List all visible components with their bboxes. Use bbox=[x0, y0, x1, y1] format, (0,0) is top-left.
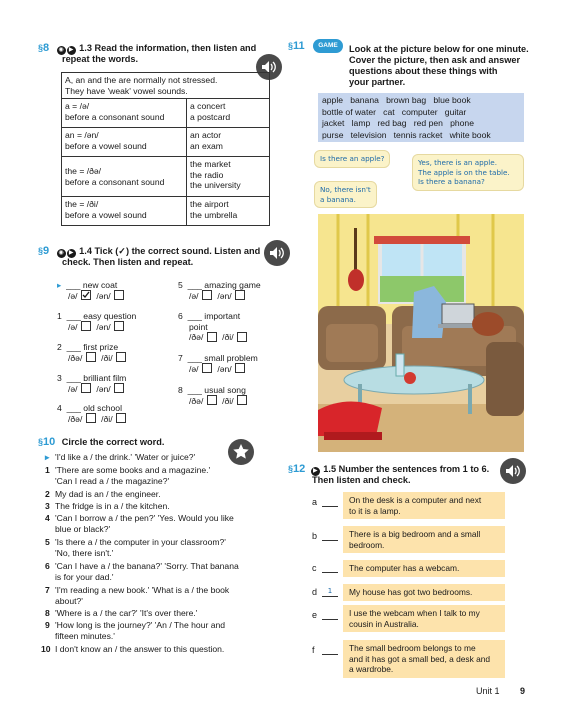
checkbox[interactable] bbox=[237, 395, 247, 405]
speech-bubble: Yes, there is an apple. The apple is on the table. Is there a banana? bbox=[412, 154, 524, 191]
sentence-box: I use the webcam when I talk to my cousin in Australia. bbox=[343, 605, 505, 632]
ex9-item: 7 ___ small problem /ə/ /ən/ bbox=[178, 353, 258, 374]
list-item: 2 My dad is an / the engineer. bbox=[45, 489, 161, 499]
ex8-instruction-1: Read the information, then listen and bbox=[94, 43, 257, 53]
word-row: jacket lamp red bag red pen phone bbox=[322, 118, 474, 128]
list-item: about?' bbox=[55, 596, 83, 606]
word-row: purse television tennis racket white book bbox=[322, 129, 491, 140]
checkbox[interactable] bbox=[207, 395, 217, 405]
speaker-button[interactable] bbox=[264, 240, 290, 266]
ex10-instruction: Circle the correct word. bbox=[61, 437, 165, 447]
check-icon bbox=[82, 291, 90, 299]
checkbox[interactable] bbox=[116, 352, 126, 362]
list-item: 5 'Is there a / the computer in your classroom?' bbox=[45, 537, 226, 547]
ex9-instruction-2: check. Then listen and repeat. bbox=[62, 257, 194, 267]
list-item: 6 'Can I have a / the banana?' 'Sorry. That banana bbox=[45, 561, 239, 571]
checkbox[interactable] bbox=[81, 290, 91, 300]
item-letter: d bbox=[312, 587, 318, 597]
item-letter: b bbox=[312, 531, 318, 541]
ex9-item: 6 ___ important point /ðə/ /ði/ bbox=[178, 311, 247, 343]
ex10-header: §10 Circle the correct word. bbox=[38, 436, 165, 448]
checkbox[interactable] bbox=[81, 321, 91, 331]
answer-blank[interactable] bbox=[322, 497, 338, 507]
ex9-item: 2 ___ first prize /ðə/ /ði/ bbox=[57, 342, 126, 363]
list-item: 7 'I'm reading a new book.' 'What is a / the book bbox=[45, 585, 230, 595]
checkbox[interactable] bbox=[235, 363, 245, 373]
ex9-item: 8 ___ usual song /ðə/ /ði/ bbox=[178, 385, 246, 406]
checkbox[interactable] bbox=[116, 413, 126, 423]
table-note: A, an and the are normally not stressed. They have 'weak' vowel sounds. bbox=[62, 73, 270, 99]
game-badge: GAME bbox=[313, 39, 343, 53]
list-item: is for your dad.' bbox=[55, 572, 114, 582]
living-room-illustration bbox=[318, 214, 524, 452]
speech-bubble: Is there an apple? bbox=[314, 150, 390, 168]
sentence-box: The computer has a webcam. bbox=[343, 560, 505, 577]
ex12-header: §12 ▶ 1.5 Number the sentences from 1 to 6. bbox=[288, 463, 490, 475]
unit-label: Unit 1 bbox=[476, 686, 500, 696]
checkbox[interactable] bbox=[202, 363, 212, 373]
list-item: 'No, there isn't.' bbox=[55, 548, 114, 558]
answer-blank[interactable] bbox=[322, 610, 338, 620]
ex11-number: §11 bbox=[288, 40, 305, 52]
word-box bbox=[318, 93, 524, 142]
ex8-number: §8 bbox=[38, 42, 50, 54]
word-row: apple banana brown bag blue book bbox=[322, 95, 471, 105]
list-item: fifteen minutes.' bbox=[55, 631, 115, 641]
ex8-instruction-2: repeat the words. bbox=[62, 54, 139, 64]
checkbox[interactable] bbox=[81, 383, 91, 393]
item-letter: f bbox=[312, 645, 315, 655]
speech-bubble: No, there isn't a banana. bbox=[314, 181, 377, 208]
checkbox[interactable] bbox=[207, 332, 217, 342]
ex9-item: 3 ___ brilliant film /ə/ /ən/ bbox=[57, 373, 127, 394]
table-row: the = /ðə/ before a consonant sound the market the radio the university bbox=[62, 157, 270, 197]
audio-track-icon: ▶ bbox=[311, 464, 321, 476]
audio-track-icon: ◉ ▶ bbox=[57, 43, 77, 55]
answer-blank[interactable] bbox=[322, 645, 338, 655]
list-item: blue or black?' bbox=[55, 524, 111, 534]
ex8-track: 1.3 bbox=[79, 43, 92, 53]
ex9-instruction-1: Tick (✓) the correct sound. Listen and bbox=[94, 246, 261, 256]
ex12-instruction-1: Number the sentences from 1 to 6. bbox=[338, 464, 490, 474]
page-number: 9 bbox=[520, 686, 526, 696]
table-row: the = /ði/ before a vowel sound the airport the umbrella bbox=[62, 197, 270, 226]
sentence-box: The small bedroom belongs to me and it has got a small bed, a desk and a wardrobe. bbox=[343, 640, 505, 678]
list-item: 3 The fridge is in a / the kitchen. bbox=[45, 501, 170, 511]
answer-blank[interactable] bbox=[322, 563, 338, 573]
table-row: a = /ə/ before a consonant sound a concert a postcard bbox=[62, 99, 270, 128]
sentence-box: There is a big bedroom and a small bedroom. bbox=[343, 526, 505, 553]
list-item: 8 'Where is a / the car?' 'It's over there.' bbox=[45, 608, 198, 618]
speaker-button[interactable] bbox=[500, 458, 526, 484]
checkbox[interactable] bbox=[114, 290, 124, 300]
ex9-item: ▸ ___ new coat /ə/ /ən/ bbox=[57, 280, 124, 301]
checkbox[interactable] bbox=[235, 290, 245, 300]
checkbox[interactable] bbox=[86, 413, 96, 423]
audio-track-icon: ◉ ▶ bbox=[57, 246, 77, 258]
item-letter: c bbox=[312, 563, 317, 573]
ex8-header bbox=[38, 42, 256, 55]
item-letter: e bbox=[312, 610, 318, 620]
answer-blank[interactable]: 1 bbox=[322, 587, 338, 597]
list-item: 4 'Can I borrow a / the pen?' 'Yes. Would you like bbox=[45, 513, 234, 523]
checkbox[interactable] bbox=[86, 352, 96, 362]
checkbox[interactable] bbox=[114, 383, 124, 393]
list-item: 10 I don't know an / the answer to this question. bbox=[41, 644, 225, 654]
ex9-item: 4 ___ old school /ðə/ /ði/ bbox=[57, 403, 126, 424]
ex12-instruction-2: Then listen and check. bbox=[312, 475, 411, 485]
sentence-box: On the desk is a computer and next to it is a lamp. bbox=[343, 492, 505, 519]
checkbox[interactable] bbox=[237, 332, 247, 342]
weak-vowels-table bbox=[61, 72, 270, 226]
table-row: an = /ən/ before a vowel sound an actor an exam bbox=[62, 128, 270, 157]
ex9-item: 1 ___ easy question /ə/ /ən/ bbox=[57, 311, 137, 332]
checkbox[interactable] bbox=[202, 290, 212, 300]
answer-blank[interactable] bbox=[322, 531, 338, 541]
speaker-icon bbox=[505, 464, 521, 478]
ex9-item: 5 ___ amazing game /ə/ /ən/ bbox=[178, 280, 261, 301]
ex9-header: §9 ◉ ▶ 1.4 Tick (✓) the correct sound. Listen and bbox=[38, 245, 261, 257]
item-letter: a bbox=[312, 497, 318, 507]
sentence-box: My house has got two bedrooms. bbox=[343, 584, 505, 601]
ex11-instruction: Look at the picture below for one minute. Cover the picture, then ask and answer questions about these things with your partner. bbox=[349, 44, 529, 87]
checkbox[interactable] bbox=[114, 321, 124, 331]
speaker-icon bbox=[269, 246, 285, 260]
list-item: 1 'There are some books and a magazine.' bbox=[45, 465, 211, 475]
list-item: 9 'How long is the journey?' 'An / The hour and bbox=[45, 620, 226, 630]
list-item: ▸ 'I'd like a / the drink.' 'Water or juice?' bbox=[45, 452, 196, 462]
list-item: 'Can I read a / the magazine?' bbox=[55, 476, 170, 486]
word-row: bottle of water cat computer guitar bbox=[322, 106, 467, 117]
